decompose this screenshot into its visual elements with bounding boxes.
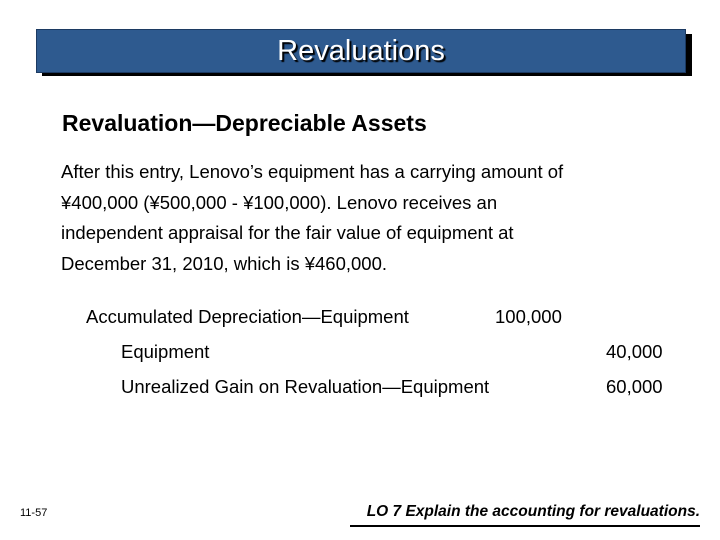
paragraph-line: December 31, 2010, which is ¥460,000. bbox=[61, 252, 388, 274]
debit-amount: 100,000 bbox=[495, 306, 562, 327]
learning-objective: LO 7 Explain the accounting for revaluations. bbox=[366, 503, 700, 520]
paragraph-line: After this entry, Lenovo’s equipment has a carrying amount of bbox=[61, 161, 564, 182]
paragraph-line: ¥400,000 (¥500,000 - ¥100,000). Lenovo receives an bbox=[61, 191, 498, 213]
slide-number: 11-57 bbox=[20, 507, 48, 519]
credit-amount: 60,000 bbox=[606, 376, 663, 397]
debit-account: Accumulated Depreciation—Equipment bbox=[86, 306, 409, 327]
slide-subtitle: Revaluation—Depreciable Assets bbox=[62, 110, 427, 136]
credit-amount: 40,000 bbox=[606, 341, 663, 362]
paragraph-line: independent appraisal for the fair value of equipment at bbox=[61, 222, 514, 243]
footer-underline bbox=[350, 525, 700, 527]
title-bar bbox=[36, 29, 686, 73]
slide-title: Revaluations bbox=[277, 34, 445, 67]
explanation-paragraph bbox=[61, 157, 681, 279]
credit-account: Equipment bbox=[121, 341, 210, 362]
credit-account: Unrealized Gain on Revaluation—Equipment bbox=[121, 376, 490, 397]
